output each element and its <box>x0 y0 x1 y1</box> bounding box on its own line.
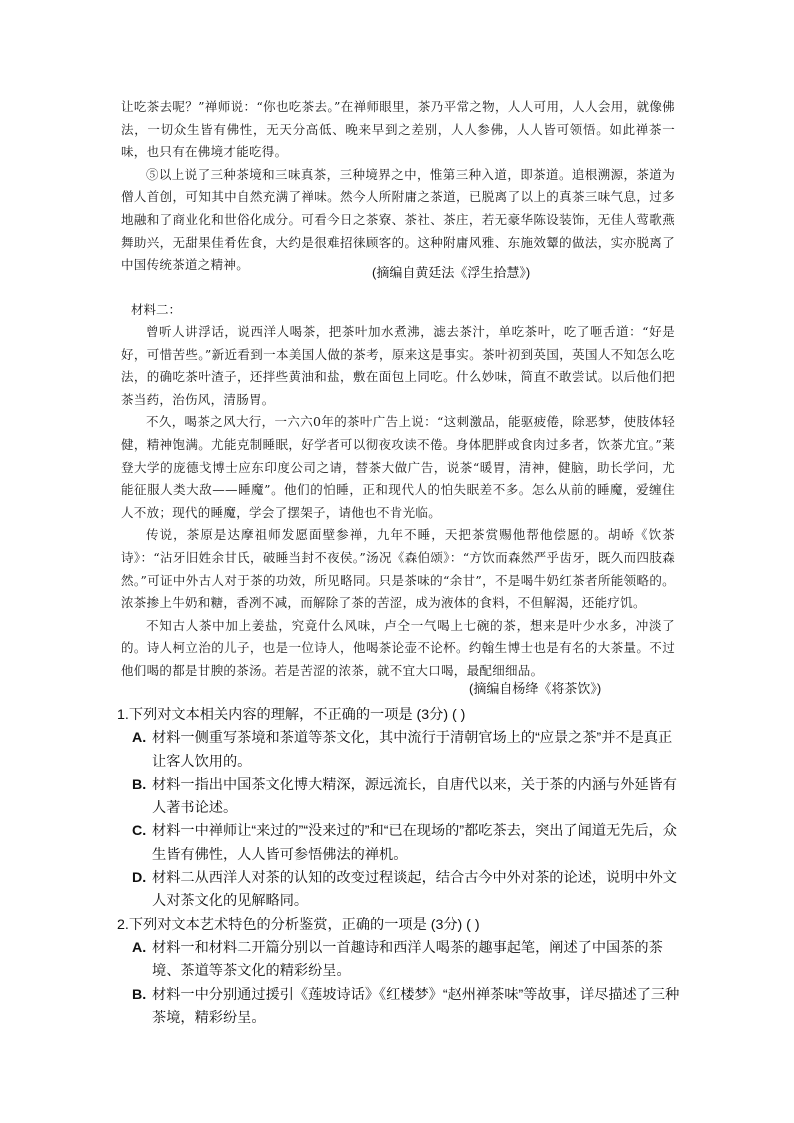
option-d <box>117 867 683 914</box>
paragraph: 曾听人讲浮话，说西洋人喝茶，把茶叶加水煮沸，滤去茶汁，单吃茶叶，吃了咂舌道：“好是好，可惜苦些。”新近看到一本美国人做的茶考，原来这是事实。茶叶初到英国，英国人不知怎么吃法，的确吃茶叶渣子，还拌些黄油和盐，敷在面包上同吃。什么妙味，简直不敢尝试。以后他们把茶当药，治伤风，清肠胃。 <box>121 324 675 407</box>
option-text: 材料二从西洋人对茶的认知的改变过程谈起，结合古今中外对茶的论述，说明中外文人对茶文化的见解略同。 <box>152 870 677 910</box>
option-letter: D. <box>132 870 147 887</box>
option-a <box>117 937 683 984</box>
option-a <box>117 727 683 774</box>
material-one-passage <box>121 96 675 277</box>
option-letter: A. <box>132 939 147 956</box>
option-text: 材料一中分别通过援引《莲坡诗话》《红楼梦》“赵州禅茶味”等故事，详尽描述了三种茶境，精彩纷呈。 <box>152 986 680 1026</box>
paragraph: 让吃茶去呢？”禅师说：“你也吃茶去。”在禅师眼里，茶乃平常之物，人人可用，人人会用，就像佛法，一切众生皆有佛性，无天分高低、晚来早到之差别，人人参佛，人人皆可领悟。如此禅茶一味，也只有在佛境才能吃得。 <box>121 99 675 160</box>
question-2 <box>117 914 683 1030</box>
option-b <box>117 774 683 821</box>
paragraph: 传说，茶原是达摩祖师发愿面壁参禅，九年不睡，天把茶赏赐他帮他偿愿的。胡峤《饮茶诗》：“沾牙旧姓余甘氏，破睡当封不夜侯。”汤况《森伯颂》：“方饮而森然严乎齿牙，既久而四肢森然。”可证中外古人对于茶的功效，所见略同。只是茶味的“余甘”，不是喝牛奶红茶者所能领略的。浓茶掺上牛奶和糖，香冽不减，而解除了茶的苦涩，成为液体的食料，不但解渴，还能疗饥。 <box>121 527 675 611</box>
option-letter: B. <box>132 776 147 793</box>
paragraph: 不知古人茶中加上姜盐，究竟什么风味，卢仝一气喝上七碗的茶，想来是叶少水多，冲淡了的。诗人柯立治的儿子，也是一位诗人，他喝茶论壶不论杯。约翰生博士也是有名的大茶量。不过他们喝的都是甘腴的茶汤。若是苦涩的浓茶，就不宜大口喝，最配细细品。 <box>121 617 675 678</box>
question-stem: 2.下列对文本艺术特色的分析鉴赏，正确的一项是 (3分) ( ) <box>117 916 480 933</box>
option-text: 材料一指出中国茶文化博大精深，源远流长，自唐代以来，关于茶的内涵与外延皆有人著书论述。 <box>152 776 677 817</box>
option-text: 材料一侧重写茶境和茶道等茶文化，其中流行于清朝官场上的“应景之茶”并不是真正让客人饮用的。 <box>152 730 673 770</box>
option-letter: B. <box>132 986 147 1003</box>
material-two-label: 材料二： <box>131 302 182 317</box>
option-text: 材料一和材料二开篇分别以一首趣诗和西洋人喝茶的趣事起笔，阐述了中国茶的茶境、茶道等茶文化的精彩纷呈。 <box>152 939 663 980</box>
question-stem: 1.下列对文本相关内容的理解，不正确的一项是 (3分) ( ) <box>117 707 466 723</box>
material-two-passage <box>121 321 675 683</box>
paragraph: ⑤以上说了三种茶境和三味真茶，三种境界之中，惟第三种入道，即茶道。追根溯源，茶道为僧人首创，可知其中自然充满了禅味。然今人所附庸之茶道，已脱离了以上的真茶三味气息，过多地融和了商业化和世俗化成分。可看今日之茶寮、茶社、茶庄，若无豪华陈设装饰，无佳人莺歌燕舞助兴，无甜果佳肴佐食，大约是很难招徕顾客的。这种附庸风雅、东施效颦的做法，实亦脱离了中国传统茶道之精神。 <box>121 166 675 273</box>
option-letter: C. <box>132 823 147 840</box>
option-b <box>117 984 683 1031</box>
question-section <box>117 704 683 1030</box>
material-two-source: (摘编自杨绛《将茶饮》) <box>469 681 602 696</box>
option-c <box>117 820 683 867</box>
question-1 <box>117 704 683 914</box>
material-one-source: (摘编自黄廷法《浮生拾慧》) <box>372 265 531 280</box>
option-text: 材料一中禅师让“来过的”“没来过的”和“已在现场的”都吃茶去，突出了闻道无先后，众生皆有佛性，人人皆可参悟佛法的禅机。 <box>152 823 677 863</box>
option-letter: A. <box>132 730 147 747</box>
paragraph: 不久，喝茶之风大行，一六六0年的茶叶广告上说：“这刺激品，能驱疲倦，除恶梦，使肢体轻健，精神饱满。尤能克制睡眠，好学者可以彻夜攻读不倦。身体肥胖或食肉过多者，饮茶尤宜。”莱登大学的庞德戈博士应东印度公司之请，替茶大做广告，说茶“暖胃，清神，健脑，助长学问，尤能征服人类大敌——睡魔”。他们的怕睡，正和现代人的怕失眠差不多。怎么从前的睡魔，爱缠住人不放；现代的睡魔，学会了摆架子，请他也不肯光临。 <box>121 414 675 520</box>
